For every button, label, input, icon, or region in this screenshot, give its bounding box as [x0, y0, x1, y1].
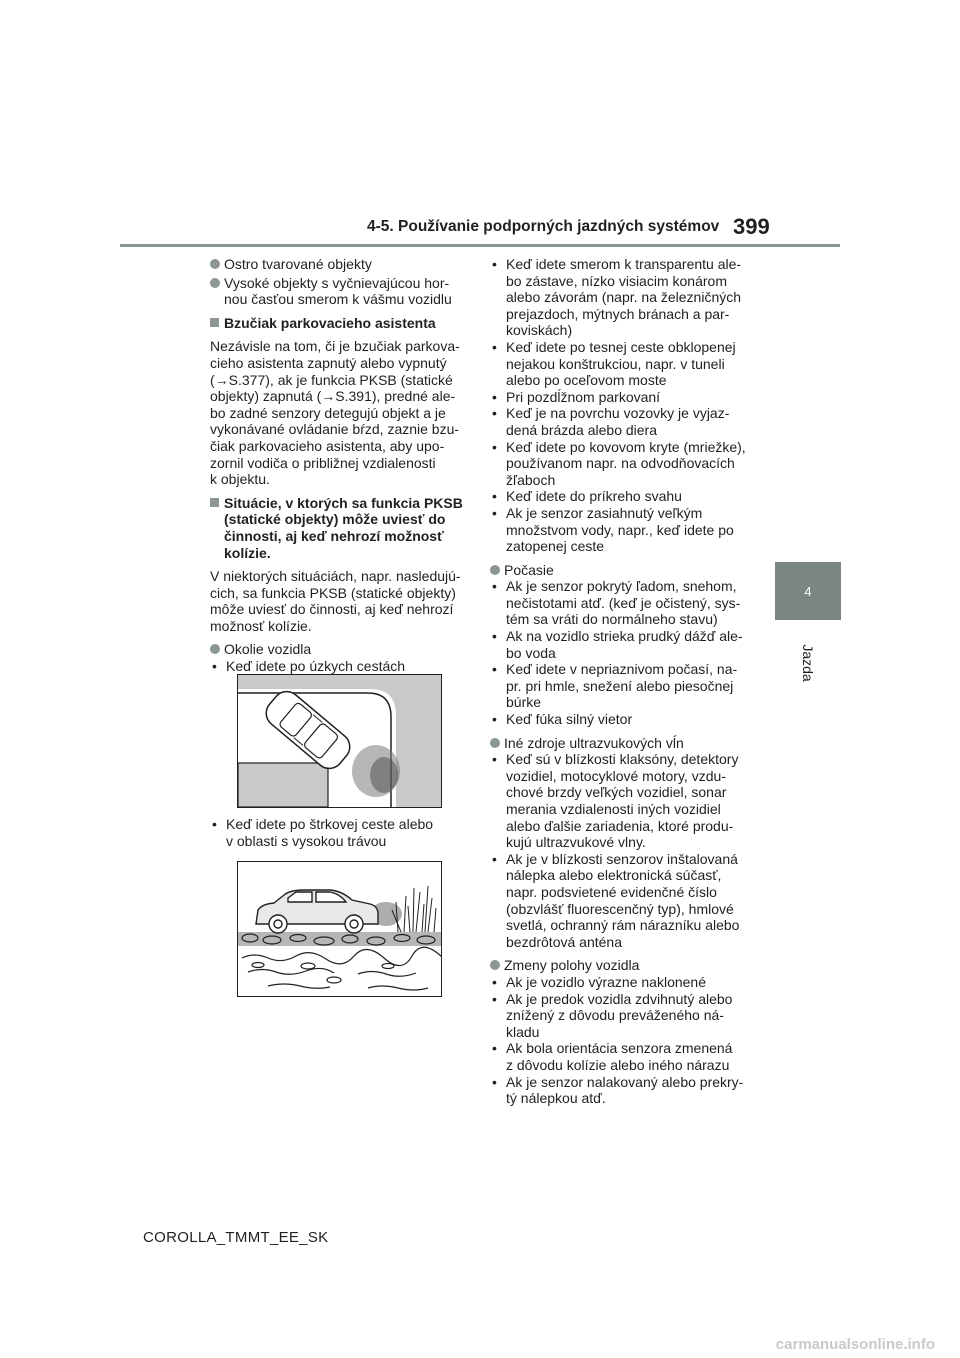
figure-narrow-road [237, 674, 442, 808]
bullet-item: • Keď sú v blízkosti klaksóny, detektory vozidiel, motocyklové motory, vzdu- chové brzdy veľkých vozidiel, sonar merania vzdialenosti iných vozidiel alebo ďalšie zariadenia, ktoré produ- kujú ultrazvukové vlny. [490, 751, 760, 851]
bullet-item: • Keď idete po úzkych cestách [210, 658, 466, 675]
footer-doc-code: COROLLA_TMMT_EE_SK [143, 1229, 329, 1246]
bullet-item: • Ak je senzor zasiahnutý veľkým množstvom vody, napr., keď idete po zatopenej ceste [490, 505, 760, 555]
figure-gravel-grass [237, 861, 442, 997]
group-heading: Počasie [490, 562, 760, 579]
left-column [210, 256, 466, 675]
bullet-item: • Pri pozdĺžnom parkovaní [490, 389, 760, 406]
bullet-item: • Keď idete smerom k transparentu ale- bo zástave, nízko visiacim konárom alebo závorám (napr. na železničných prejazdoch, mýtnych bránach a par- koviskách) [490, 256, 760, 339]
dot-list-item: Okolie vozidla [210, 641, 466, 658]
bullet-item: • Ak je vozidlo výrazne naklonené [490, 974, 760, 991]
condition-group [490, 256, 760, 555]
condition-group [490, 957, 760, 1106]
bullet-gravel-road: • Keď idete po štrkovej ceste alebo v oblasti s vysokou trávou [210, 816, 466, 849]
bullet-item: • Ak je v blízkosti senzorov inštalovaná nálepka alebo elektronická súčasť, napr. podsvietené evidenčné číslo (obzvlášť fluorescenčný typ), hmlové svetlá, ochranný rám nárazníku alebo bezdrôtová anténa [490, 851, 760, 951]
bullet-item: • Keď idete po kovovom kryte (mriežke), používanom napr. na odvodňovacích žľaboch [490, 439, 760, 489]
bullet-item: • Ak je senzor pokrytý ľadom, snehom, nečistotami atď. (keď je očistený, sys- tém sa vráti do normálneho stavu) [490, 578, 760, 628]
dot-list-item: Ostro tvarované objekty [210, 256, 466, 273]
left-column-after-figure [210, 816, 466, 849]
right-column [490, 256, 760, 1107]
bullet-item: • Keď idete po tesnej ceste obklopenej nejakou konštrukciou, napr. v tuneli alebo po oceľovom moste [490, 339, 760, 389]
section-heading: Bzučiak parkovacieho asistenta [210, 315, 466, 332]
bullet-item: • Ak na vozidlo strieka prudký dážď ale- bo voda [490, 628, 760, 661]
condition-group [490, 562, 760, 728]
svg-text:carmanualsonline.info: carmanualsonline.info [775, 1336, 935, 1353]
chapter-tab[interactable]: 4 [775, 562, 841, 620]
bullet-item: • Keď idete do príkreho svahu [490, 488, 760, 505]
bullet-item: • Keď je na povrchu vozovky je vyjaz- dená brázda alebo diera [490, 405, 760, 438]
paragraph: Nezávisle na tom, či je bzučiak parkova- cieho asistenta zapnutý alebo vypnutý (→S.377), ak je funkcia PKSB (statické objekty) zapnutá (→S.391), predné ale- bo zadné senzory detegujú objekt a je vykonávané ovládanie bŕzd, zaznie bzu- čiak parkovacieho asistenta, aby upo- zornil vodiča o približnej vzdialenosti k objektu. [210, 338, 460, 488]
header-section-title: 4-5. Používanie podporných jazdných systémov [367, 218, 720, 235]
condition-group [490, 735, 760, 951]
chapter-label: Jazda [800, 644, 816, 682]
page-number: 399 [733, 214, 770, 239]
dot-list-item: Vysoké objekty s vyčnievajúcou hor- nou časťou smerom k vášmu vozidlu [210, 275, 466, 308]
bullet-item: • Keď idete v nepriaznivom počasí, na- pr. pri hmle, snežení alebo piesočnej búrke [490, 661, 760, 711]
section-heading: Situácie, v ktorých sa funkcia PKSB (statické objekty) môže uviesť do činnosti, aj keď nehrozí možnosť kolízie. [210, 495, 466, 561]
bullet-item: • Ak bola orientácia senzora zmenená z dôvodu kolízie alebo iného nárazu [490, 1040, 760, 1073]
group-heading: Zmeny polohy vozidla [490, 957, 760, 974]
gravel-road-illustration [238, 862, 441, 996]
header-rule [120, 244, 840, 247]
bullet-item: • Ak je predok vozidla zdvihnutý alebo znížený z dôvodu preváženého ná- kladu [490, 991, 760, 1041]
bullet-item: • Keď fúka silný vietor [490, 711, 760, 728]
watermark-logo [730, 1334, 940, 1354]
paragraph: V niektorých situáciách, napr. nasledujú- cich, sa funkcia PKSB (statické objekty) môže uviesť do činnosti, aj keď nehrozí možnosť kolízie. [210, 568, 461, 634]
group-heading: Iné zdroje ultrazvukových vĺn [490, 735, 760, 752]
narrow-road-illustration [238, 675, 441, 807]
bullet-item: • Ak je senzor nalakovaný alebo prekry- tý nálepkou atď. [490, 1074, 760, 1107]
